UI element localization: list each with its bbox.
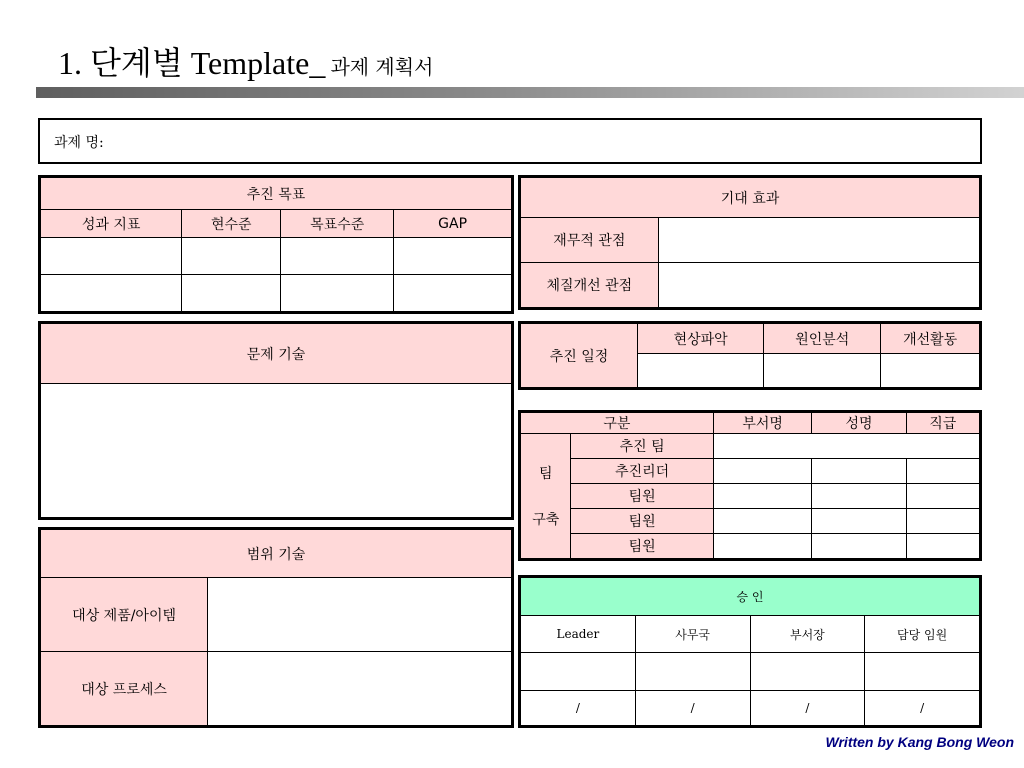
team-role-leader: 추진리더	[571, 459, 713, 484]
team-cell[interactable]	[906, 459, 979, 484]
approval-sign-cell[interactable]	[635, 653, 750, 691]
goals-cell[interactable]	[182, 275, 281, 312]
team-col-division: 구분	[521, 413, 714, 434]
team-cell[interactable]	[812, 509, 906, 534]
goals-cell[interactable]	[394, 275, 512, 312]
scope-row-product: 대상 제품/아이템	[41, 578, 208, 652]
problem-header: 문제 기술	[41, 324, 512, 384]
team-role-push-team: 추진 팀	[571, 434, 713, 459]
schedule-cell[interactable]	[638, 354, 764, 388]
approval-sign-cell[interactable]	[750, 653, 865, 691]
team-col-dept: 부서명	[713, 413, 812, 434]
effects-row-improvement: 체질개선 관점	[521, 263, 659, 308]
team-cell[interactable]	[906, 509, 979, 534]
team-role-member: 팀원	[571, 534, 713, 559]
goals-cell[interactable]	[41, 238, 182, 275]
scope-header: 범위 기술	[41, 530, 512, 578]
team-side-label-1: 팀	[538, 466, 553, 482]
approval-col-dept-head: 부서장	[750, 616, 865, 653]
approval-col-leader: Leader	[521, 616, 636, 653]
title-main: 1. 단계별 Template_	[58, 45, 326, 81]
schedule-cell[interactable]	[764, 354, 881, 388]
team-cell[interactable]	[906, 484, 979, 509]
approval-table	[518, 575, 982, 728]
team-cell[interactable]	[812, 534, 906, 559]
goals-col-kpi: 성과 지표	[41, 210, 182, 238]
approval-sign-cell[interactable]	[865, 653, 980, 691]
team-table	[518, 410, 982, 561]
approval-date-cell[interactable]: /	[865, 691, 980, 726]
goals-cell[interactable]	[281, 238, 394, 275]
problem-section	[38, 321, 514, 520]
effects-row-financial: 재무적 관점	[521, 218, 659, 263]
team-cell[interactable]	[812, 484, 906, 509]
project-name-label: 과제 명:	[54, 135, 104, 151]
team-col-name: 성명	[812, 413, 906, 434]
team-cell[interactable]	[713, 509, 812, 534]
approval-col-office: 사무국	[635, 616, 750, 653]
approval-header: 승 인	[521, 578, 980, 616]
goals-cell[interactable]	[41, 275, 182, 312]
schedule-col-3: 개선활동	[881, 324, 980, 354]
team-cell[interactable]	[906, 534, 979, 559]
problem-body[interactable]	[41, 384, 512, 518]
effects-table	[518, 175, 982, 310]
approval-sign-cell[interactable]	[521, 653, 636, 691]
team-role-member: 팀원	[571, 509, 713, 534]
team-side-label-2: 구축	[532, 512, 560, 528]
approval-date-cell[interactable]: /	[750, 691, 865, 726]
goals-col-current: 현수준	[182, 210, 281, 238]
effects-cell[interactable]	[658, 218, 979, 263]
schedule-cell[interactable]	[881, 354, 980, 388]
approval-col-executive: 담당 임원	[865, 616, 980, 653]
effects-cell[interactable]	[658, 263, 979, 308]
team-side-label	[521, 434, 571, 559]
goals-cell[interactable]	[394, 238, 512, 275]
schedule-col-1: 현상파악	[638, 324, 764, 354]
goals-header: 추진 목표	[41, 178, 512, 210]
title-sub: 과제 계획서	[330, 55, 434, 79]
schedule-table	[518, 321, 982, 390]
approval-date-cell[interactable]: /	[635, 691, 750, 726]
goals-col-target: 목표수준	[281, 210, 394, 238]
author-credit: Written by Kang Bong Weon	[825, 734, 1014, 750]
scope-table	[38, 527, 514, 728]
team-cell[interactable]	[812, 459, 906, 484]
schedule-col-2: 원인분석	[764, 324, 881, 354]
scope-cell[interactable]	[208, 578, 512, 652]
goals-cell[interactable]	[281, 275, 394, 312]
page-title	[58, 38, 433, 84]
team-cell[interactable]	[713, 534, 812, 559]
team-cell[interactable]	[713, 459, 812, 484]
team-role-member: 팀원	[571, 484, 713, 509]
scope-row-process: 대상 프로세스	[41, 652, 208, 726]
goals-col-gap: GAP	[394, 210, 512, 238]
goals-cell[interactable]	[182, 238, 281, 275]
schedule-label: 추진 일정	[521, 324, 638, 388]
effects-header: 기대 효과	[521, 178, 980, 218]
project-name-field[interactable]	[38, 118, 982, 164]
team-cell[interactable]	[713, 484, 812, 509]
team-cell[interactable]	[713, 434, 979, 459]
title-underline-bar	[36, 87, 1024, 98]
approval-date-cell[interactable]: /	[521, 691, 636, 726]
scope-cell[interactable]	[208, 652, 512, 726]
goals-table	[38, 175, 514, 314]
team-col-rank: 직급	[906, 413, 979, 434]
